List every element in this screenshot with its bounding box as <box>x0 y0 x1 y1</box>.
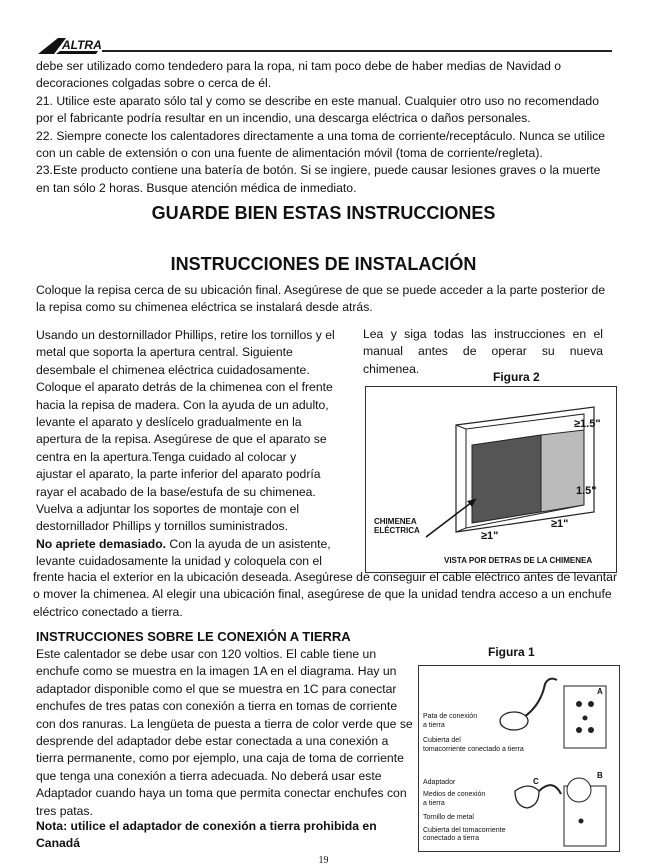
svg-text:a tierra: a tierra <box>423 800 445 807</box>
grounding-note: Nota: utilice el adaptador de conexión a tierra prohibida en Canadá <box>36 819 377 851</box>
svg-text:C: C <box>533 777 539 786</box>
safety-item: 23.Este producto contiene una batería de botón. Si se ingiere, puede causar lesiones graves o la muerte en tan sólo 2 horas. Busque atención médica de inmediato. <box>36 163 601 195</box>
svg-text:Pata de conexión: Pata de conexión <box>423 713 478 720</box>
install-note-rest: Con la ayuda de un asistente, levante cuidadosamente la unidad y coloquela con el <box>36 536 331 569</box>
dim-top: ≥1.5" <box>574 418 601 430</box>
install-steps <box>36 327 336 571</box>
svg-text:a tierra: a tierra <box>423 722 445 729</box>
header-rule <box>102 50 612 52</box>
dim-bottom-right: ≥1" <box>551 518 569 530</box>
install-right-note: Lea y siga todas las instrucciones en el manual antes de operar su nueva chimenea. <box>363 327 603 376</box>
figure-1-grounding-diagram <box>418 665 620 852</box>
svg-text:Cubierta del: Cubierta del <box>423 737 461 744</box>
safety-item: debe ser utilizado como tendedero para la ropa, ni tam poco debe de haber medias de Navidad o decoraciones colgadas sobre o cerca de él. <box>36 59 562 91</box>
svg-text:Medios de conexión: Medios de conexión <box>423 791 486 798</box>
figure-2-fireplace-rear-view <box>365 386 617 573</box>
grounding-heading: INSTRUCCIONES SOBRE LE CONEXIÓN A TIERRA <box>36 629 351 644</box>
figure-1-label: Figura 1 <box>488 645 535 659</box>
chimenea-label-1: CHIMENEA <box>374 517 417 526</box>
keep-instructions-heading: GUARDE BIEN ESTAS INSTRUCCIONES <box>151 203 496 223</box>
install-steps-text: Usando un destornillador Phillips, retire los tornillos y el metal que soporta la apertura central. Siguiente desembale el chimenea eléctrica cuidadosamente. Coloque el aparato detrás de la chimenea con el frente hacia la repisa de madera. Con la ayuda de un adulto, levante el aparato y deslícelo gradualmente en la apertura de la repisa. Asegúrese de que el aparato se centra en la apertura.Tenga cuidado al colocar y ajustar el aparato, la parte inferior del aparato podría rayar el acabado de la base/estufa de su chimenea. Vuelva a adjuntar los soportes de montaje con el destornillador Phillips y tornillos suministrados. <box>36 328 335 534</box>
chimenea-label-2: ELÉCTRICA <box>374 526 420 535</box>
svg-text:ALTRA: ALTRA <box>62 38 102 52</box>
figure-2-caption: VISTA POR DETRAS DE LA CHIMENEA <box>444 556 593 565</box>
install-note-bold: No apriete demasiado. <box>36 536 167 551</box>
dim-side: 1.5" <box>576 485 597 497</box>
grounding-text: Este calentador se debe usar con 120 voltios. El cable tiene un enchufe como se muestra en la imagen 1A en el diagrama. Hay un adaptador disponible como el que se muestra en 1C para conectar enchufes de tres patas con conexión a tierra en tomas de corriente con dos ranuras. La lengüeta de puesta a tierra de color verde que se desprende del adaptador debe estar conectada a una conexión a tierra permanente, como por ejemplo, una caja de toma de corriente que tenga una conexión a tierra adecuada. No deberá usar este Adaptador cuando haya un toma que permita conectar enchufes con tres patas. <box>36 647 413 818</box>
safety-item: 21. Utilice este aparato sólo tal y como se describe en este manual. Cualquier otro uso no recomendado por el fabricante podría resultar en un incendio, una descarga eléctrica o daños personales. <box>36 93 599 126</box>
svg-text:conectado a tierra: conectado a tierra <box>423 835 480 842</box>
altra-logo <box>36 34 116 56</box>
svg-text:A: A <box>597 687 603 696</box>
dim-bottom-left: ≥1" <box>481 530 499 542</box>
svg-text:Cubierta del tomacorriente: Cubierta del tomacorriente <box>423 827 506 834</box>
install-note <box>36 536 336 571</box>
installation-heading: INSTRUCCIONES DE INSTALACIÓN <box>170 254 477 274</box>
figure-2-label: Figura 2 <box>493 370 540 384</box>
page-number: 19 <box>318 855 329 866</box>
safety-item: 22. Siempre conecte los calentadores directamente a una toma de corriente/receptáculo. Nunca se utilice con un cable de extensión o con una fuente de alimentación móvil (toma de corriente/regleta). <box>36 128 606 161</box>
svg-text:tomacorriente conectado a tier: tomacorriente conectado a tierra <box>423 746 524 753</box>
svg-text:B: B <box>597 771 603 780</box>
install-intro: Coloque la repisa cerca de su ubicación final. Asegúrese de que se puede acceder a la parte posterior de la repisa como su chimenea eléctrica se instalará desde atrás. <box>36 283 606 315</box>
svg-text:Tornillo de metal: Tornillo de metal <box>423 814 474 821</box>
safety-list <box>36 58 616 197</box>
install-continued: frente hacia el exterior en la ubicación deseada. Asegúrese de conseguir el cable eléctrico antes de levantar o mover la chimenea. Al elegir una ubicación final, asegúrese de que la unidad tendra acceso a un enchufe eléctrico conectado a tierra. <box>33 570 618 619</box>
svg-text:Adaptador: Adaptador <box>423 779 456 786</box>
